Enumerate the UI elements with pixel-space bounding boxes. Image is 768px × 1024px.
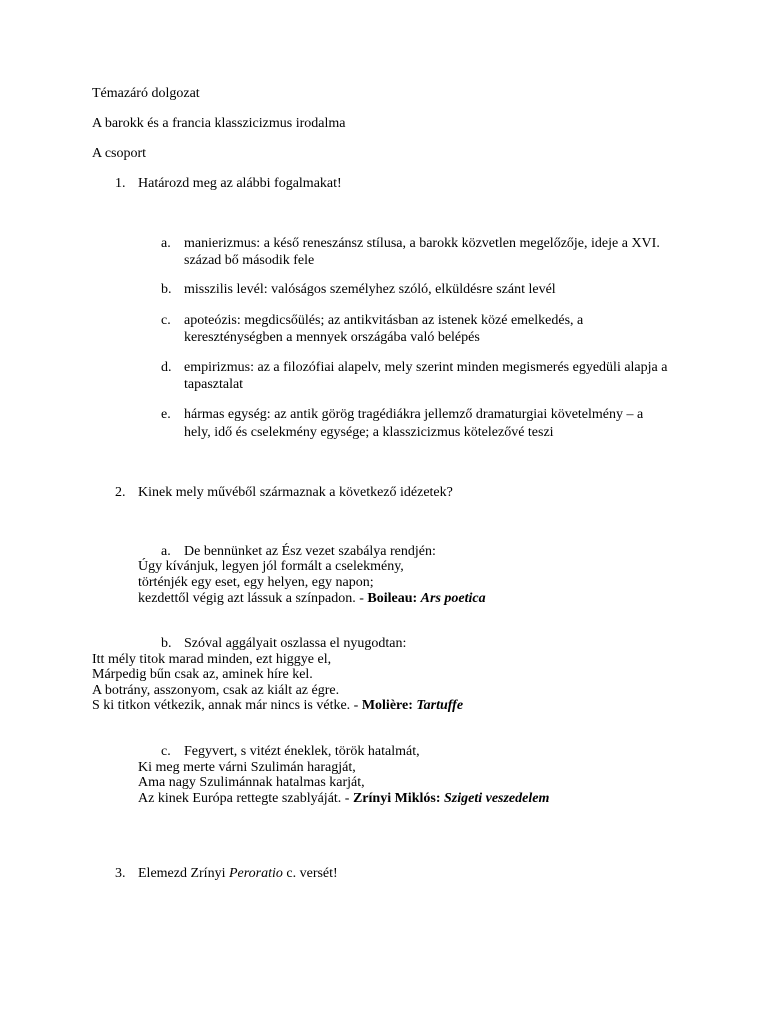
quote-line: De bennünket az Ész vezet szabálya rendjén: xyxy=(184,544,436,559)
question-number: 1. xyxy=(115,176,126,191)
quote-line: Ama nagy Szulimánnak hatalmas karját, xyxy=(138,775,365,790)
quote-line: Az kinek Európa rettegte szablyáját. - xyxy=(138,791,353,806)
definition-text: empirizmus: az a filozófiai alapelv, mely szerint minden megismerés egyedüli alapja a xyxy=(184,360,668,375)
question-text xyxy=(138,866,338,882)
question-text: Kinek mely művéből származnak a következő idézetek? xyxy=(138,485,453,500)
list-item-letter: a. xyxy=(161,544,171,559)
quote-author: Zrínyi Miklós: xyxy=(352,791,444,806)
list-item-letter: a. xyxy=(161,236,171,251)
quote-line: Fegyvert, s vitézt éneklek, török hatalmát, xyxy=(184,744,420,759)
quote-line: Úgy kívánjuk, legyen jól formált a cselekmény, xyxy=(138,559,404,574)
quote-attribution-line xyxy=(138,791,549,807)
quote-line: Márpedig bűn csak az, aminek híre kel. xyxy=(92,667,313,682)
quote-line: Itt mély titok marad minden, ezt higgye el, xyxy=(92,652,332,667)
definition-text-cont: tapasztalat xyxy=(184,377,244,392)
list-item-letter: c. xyxy=(161,313,171,328)
quote-line: kezdettől végig azt lássuk a színpadon. - xyxy=(138,591,368,606)
question-number: 2. xyxy=(115,485,126,500)
definition-text-cont: kereszténységben a mennyek országába való belépés xyxy=(184,330,480,345)
quote-line: S ki titkon vétkezik, annak már nincs is vétke. - xyxy=(92,698,362,713)
definition-text: manierizmus: a késő reneszánsz stílusa, a barokk közvetlen megelőzője, ideje a XVI. xyxy=(184,236,660,251)
quote-line: A botrány, asszonyom, csak az kiált az égre. xyxy=(92,683,340,698)
quote-author: Boileau: xyxy=(367,591,421,606)
definition-text-cont: század bő második fele xyxy=(184,253,315,268)
question-number: 3. xyxy=(115,866,126,881)
list-item-letter: c. xyxy=(161,744,171,759)
quote-author: Molière: xyxy=(361,698,417,713)
list-item-letter: b. xyxy=(161,636,172,651)
document-subject: A barokk és a francia klasszicizmus irodalma xyxy=(92,116,346,131)
question-text-pre: Elemezd Zrínyi xyxy=(138,866,229,881)
question-text: Határozd meg az alábbi fogalmakat! xyxy=(138,176,342,191)
quote-line: Szóval aggályait oszlassa el nyugodtan: xyxy=(184,636,407,651)
quote-work-title: Tartuffe xyxy=(416,698,464,713)
list-item-letter: d. xyxy=(161,360,172,375)
quote-work-title: Szigeti veszedelem xyxy=(443,791,550,806)
definition-text-cont: hely, idő és cselekmény egysége; a klasszicizmus kötelezővé teszi xyxy=(184,425,554,440)
list-item-letter: e. xyxy=(161,407,171,422)
list-item-letter: b. xyxy=(161,282,172,297)
document-title: Témazáró dolgozat xyxy=(92,86,200,101)
poem-title: Peroratio xyxy=(228,866,283,881)
quote-attribution-line xyxy=(138,591,486,607)
quote-attribution-line xyxy=(92,698,463,714)
question-text-post: c. versét! xyxy=(282,866,338,881)
quote-line: Ki meg merte várni Szulimán haragját, xyxy=(138,760,356,775)
definition-text: apoteózis: megdicsőülés; az antikvitásban az istenek közé emelkedés, a xyxy=(184,313,584,328)
definition-text: misszilis levél: valóságos személyhez szóló, elküldésre szánt levél xyxy=(184,282,556,297)
quote-work-title: Ars poetica xyxy=(420,591,486,606)
definition-text: hármas egység: az antik görög tragédiákra jellemző dramaturgiai követelmény – a xyxy=(184,407,644,422)
group-label: A csoport xyxy=(92,146,147,161)
quote-line: történjék egy eset, egy helyen, egy napon; xyxy=(138,575,374,590)
